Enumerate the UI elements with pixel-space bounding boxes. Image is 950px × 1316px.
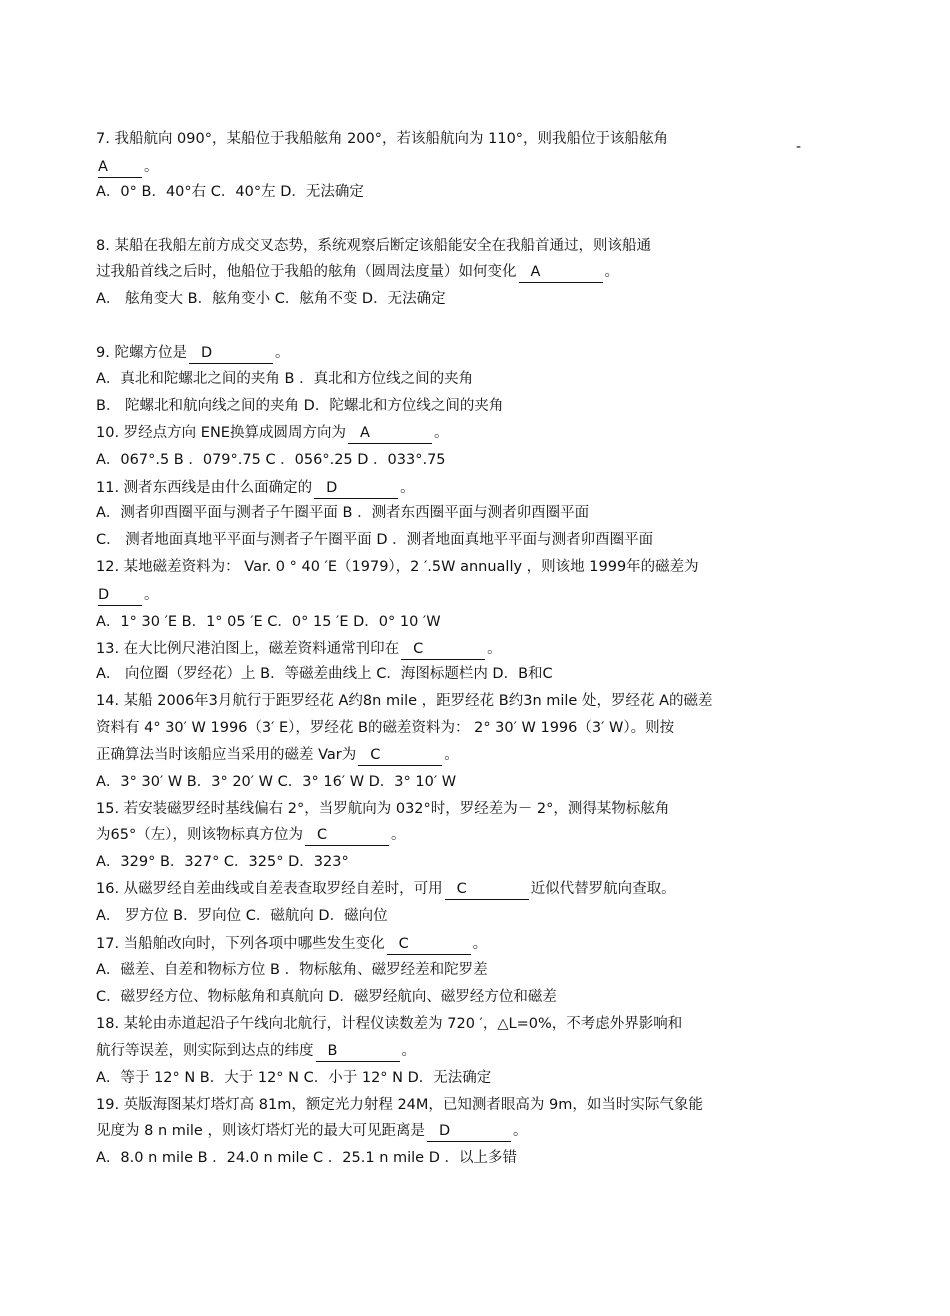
question-7-line-2: [96, 155, 816, 179]
question-19-line-2: [96, 1119, 816, 1143]
answer-blank: C: [358, 745, 442, 766]
question-text: A．1° 30 ′E B．1° 05 ′E C．0° 15 ′E D．0° 10 ′W: [96, 614, 441, 630]
answer-blank: B: [316, 1041, 400, 1062]
answer-blank: C: [401, 639, 485, 660]
question-text: 航行等误差，则实际到达点的纬度: [96, 1043, 314, 1059]
question-text: 16. 从磁罗经自差曲线或自差表查取罗经自差时，可用: [96, 881, 443, 897]
question-text-tail: 。: [604, 264, 619, 280]
question-19-line-1: [96, 1093, 816, 1117]
question-text: A．测者卯酉圈平面与测者子午圈平面 B ．测者东西圈平面与测者卯酉圈平面: [96, 505, 590, 521]
question-12-line-3: [96, 610, 816, 634]
question-16-line-1: [96, 877, 816, 901]
question-text-tail: 。: [444, 747, 459, 763]
question-text-tail: 。: [144, 587, 159, 603]
question-10-line-1: [96, 421, 816, 445]
question-text: A．3° 30′ W B．3° 20′ W C．3° 16′ W D．3° 10′ W: [96, 774, 457, 790]
question-text: A．等于 12° N B．大于 12° N C．小于 12° N D．无法确定: [96, 1070, 492, 1086]
question-14-line-3: [96, 743, 816, 767]
question-text: A． 罗方位 B．罗向位 C．磁航向 D．磁向位: [96, 908, 388, 924]
question-17-line-2: [96, 958, 816, 982]
question-15-line-1: [96, 797, 816, 821]
question-text: A． 向位圈（罗经花）上 B．等磁差曲线上 C．海图标题栏内 D．B和C: [96, 666, 553, 682]
question-text: A．磁差、自差和物标方位 B ．物标舷角、磁罗经差和陀罗差: [96, 962, 488, 978]
question-12-line-1: [96, 555, 816, 579]
question-text: 14. 某船 2006年3月航行于距罗经花 A约8n mile ，距罗经花 B约3n mile 处，罗经花 A的磁差: [96, 693, 713, 709]
trailing-mark: -: [796, 139, 802, 155]
question-text: A．0° B．40°右 C．40°左 D．无法确定: [96, 184, 364, 200]
question-text: C．磁罗经方位、物标舷角和真航向 D．磁罗经航向、磁罗经方位和磁差: [96, 989, 557, 1005]
question-text: 9. 陀螺方位是: [96, 345, 187, 361]
question-text: 7. 我船航向 090°，某船位于我船舷角 200°，若该船航向为 110°，则我船位于该船舷角: [96, 131, 669, 147]
question-14-line-1: [96, 689, 816, 713]
question-18-line-3: [96, 1066, 816, 1090]
question-10-line-2: [96, 448, 816, 472]
question-19-line-3: [96, 1146, 816, 1170]
question-text: 10. 罗经点方向 ENE换算成圆周方向为: [96, 425, 346, 441]
question-11-line-3: [96, 528, 816, 552]
question-8-line-2: [96, 260, 816, 284]
question-text: 资料有 4° 30′ W 1996（3′ E），罗经花 B的磁差资料为： 2° 30′ W 1996（3′ W）。则按: [96, 720, 675, 736]
answer-blank: A: [519, 262, 603, 283]
question-text-tail: 。: [274, 345, 290, 361]
question-text-tail: 。: [472, 936, 488, 952]
question-8-line-1: [96, 234, 816, 258]
question-11-line-1: [96, 476, 816, 500]
question-text: 见度为 8 n mile ，则该灯塔灯光的最大可见距离是: [96, 1123, 425, 1139]
answer-blank: C: [445, 879, 529, 900]
question-text: A．329° B．327° C．325° D．323°: [96, 854, 349, 870]
question-text: A．真北和陀螺北之间的夹角 B ．真北和方位线之间的夹角: [96, 371, 474, 387]
question-text: A．067°.5 B ．079°.75 C ．056°.25 D ．033°.75: [96, 452, 446, 468]
question-text: 17. 当船舶改向时，下列各项中哪些发生变化: [96, 936, 385, 952]
question-text-tail: 。: [512, 1123, 528, 1139]
answer-blank: C: [387, 934, 471, 955]
question-text: 12. 某地磁差资料为： Var. 0 ° 40 ′E（1979），2 ′.5W annually ，则该地 1999年的磁差为: [96, 559, 699, 575]
question-16-line-2: [96, 904, 816, 928]
question-15-line-2: [96, 823, 816, 847]
answer-blank: D: [314, 478, 398, 499]
question-text-tail: 。: [401, 1043, 416, 1059]
question-text: A． 舷角变大 B．舷角变小 C．舷角不变 D．无法确定: [96, 291, 446, 307]
question-17-line-3: [96, 985, 816, 1009]
question-text: A．8.0 n mile B ．24.0 n mile C ．25.1 n mile D ．以上多错: [96, 1150, 517, 1166]
answer-blank: D: [189, 343, 273, 364]
question-text: 18. 某轮由赤道起沿子午线向北航行，计程仪读数差为 720 ′，△L=0%，不考虑外界影响和: [96, 1016, 683, 1032]
question-13-line-1: [96, 637, 816, 661]
question-text: 为65°（左），则该物标真方位为: [96, 827, 303, 843]
question-14-line-2: [96, 716, 816, 740]
question-text-tail: 。: [400, 480, 415, 496]
question-text: 11. 测者东西线是由什么面确定的: [96, 480, 313, 496]
question-14-line-4: [96, 770, 816, 794]
question-text-tail: 。: [144, 159, 159, 175]
question-text: 19. 英版海图某灯塔灯高 81m，额定光力射程 24M，已知测者眼高为 9m，如当时实际气象能: [96, 1097, 703, 1113]
question-text: 15. 若安装磁罗经时基线偏右 2°，当罗航向为 032°时，罗经差为－ 2°，测得某物标舷角: [96, 801, 670, 817]
question-7-line-1: [96, 127, 816, 151]
answer-blank: A: [348, 423, 432, 444]
question-text: 过我船首线之后时，他船位于我船的舷角（圆周法度量）如何变化: [96, 264, 517, 280]
question-text: C． 测者地面真地平平面与测者子午圈平面 D ．测者地面真地平平面与测者卯酉圈平面: [96, 532, 654, 548]
answer-blank: A: [98, 157, 142, 178]
question-text-tail: 。: [433, 425, 449, 441]
question-text: 正确算法当时该船应当采用的磁差 Var为: [96, 747, 357, 763]
question-9-line-2: [96, 367, 816, 391]
question-18-line-2: [96, 1039, 816, 1063]
answer-blank: D: [98, 585, 142, 606]
question-text: 8. 某船在我船左前方成交叉态势，系统观察后断定该船能安全在我船首通过，则该船通: [96, 238, 651, 254]
question-17-line-1: [96, 932, 816, 956]
answer-blank: C: [305, 825, 389, 846]
question-9-line-1: [96, 341, 816, 365]
question-15-line-3: [96, 850, 816, 874]
answer-blank: D: [427, 1121, 511, 1142]
question-9-line-3: [96, 394, 816, 418]
question-12-line-2: [96, 583, 816, 607]
question-18-line-1: [96, 1012, 816, 1036]
question-text: B． 陀螺北和航向线之间的夹角 D．陀螺北和方位线之间的夹角: [96, 398, 504, 414]
question-13-line-2: [96, 662, 816, 686]
question-8-line-3: [96, 287, 816, 311]
question-text: 13. 在大比例尺港泊图上，磁差资料通常刊印在: [96, 641, 400, 657]
question-text-tail: 近似代替罗航向查取。: [530, 881, 676, 897]
question-11-line-2: [96, 501, 816, 525]
question-text-tail: 。: [487, 641, 502, 657]
question-text-tail: 。: [390, 827, 406, 843]
question-7-line-3: [96, 180, 816, 204]
